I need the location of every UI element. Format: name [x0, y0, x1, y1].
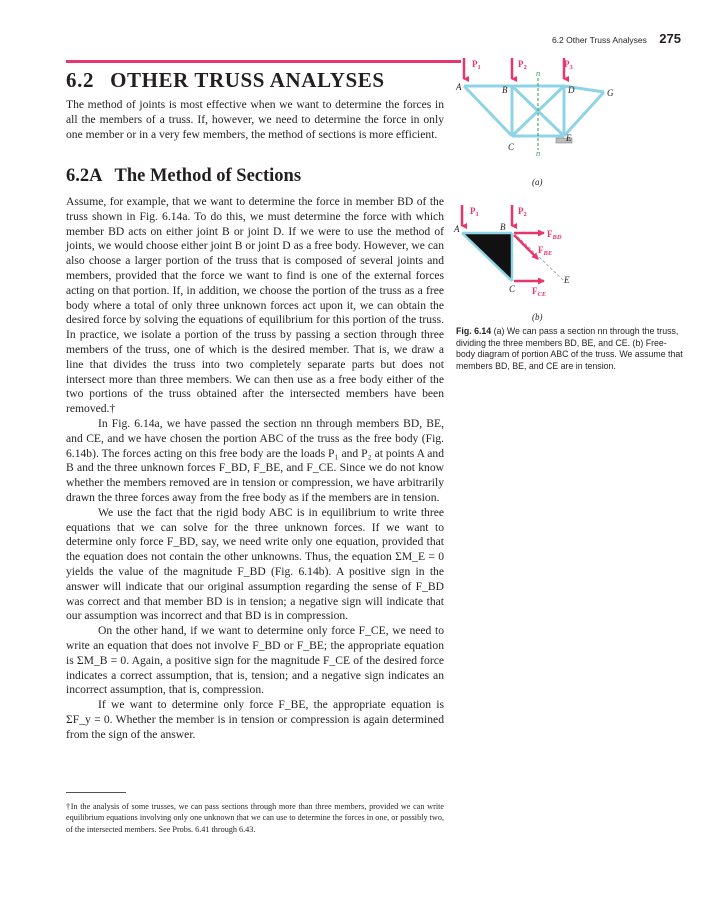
joint-label-a: A [456, 82, 462, 92]
force-letter: F [547, 229, 553, 239]
load-letter: P [518, 59, 524, 69]
caption-label: Fig. 6.14 [456, 326, 492, 336]
load-subscript: 1 [475, 211, 479, 218]
joint-label-c: C [509, 284, 516, 294]
panel-label-b: (b) [532, 312, 543, 322]
force-label-fbe [538, 245, 553, 257]
body-text [66, 195, 444, 742]
paragraph: The method of joints is most effective when we want to determine the forces in all the members of a truss. If, however, we need to determine the force in only one member or in a very few members, the method of sections is more efficient. [66, 98, 444, 141]
paragraph: Assume, for example, that we want to determine the force in member BD of the truss shown in Fig. 6.14a. To do this, we must determine the force with which member BD acts on either joint B or joint D. If we were to use the method of joints, we would choose either joint B or joint D as a free body. However, we can also choose a larger portion of the truss that is composed of several joints and members, provided that the force we want to find is one of the external forces acting on that portion. If, in addition, we choose the portion of the truss as a free body where a total of only three unknown forces act upon it, we can obtain the desired force by solving the equations of equilibrium for this portion of the truss. In practice, we isolate a portion of the truss by passing a section through three members of the truss, one of which is the desired member. That is, we draw a line that divides the truss into two completely separate parts but does not intersect more than three members. We can then use as a free body either of the two portions of the truss obtained after the intersected members have been removed.† [66, 195, 444, 416]
subsection-title: The Method of Sections [114, 166, 302, 186]
section-label-top: n [536, 68, 541, 78]
force-subscript: BE [543, 250, 553, 257]
section-heading [66, 68, 385, 93]
footnote: †In the analysis of some trusses, we can pass sections through more than three members, provided we can write equilibrium equations involving only one unknown that we can use to determine the forces in one, or possibly two, of the intersected members. See Probs. 6.41 through 6.43. [66, 802, 444, 834]
load-label-p1 [472, 59, 481, 71]
load-subscript: 2 [523, 64, 527, 71]
figure-6-14b [452, 195, 622, 325]
load-letter: P [518, 206, 524, 216]
paragraph: If we want to determine only force F_BE, the appropriate equation is ΣF_y = 0. Whether the member is in tension or compression is again determined from the sign of the answer. [66, 698, 444, 741]
load-subscript: 3 [569, 64, 573, 71]
load-letter: P [564, 59, 570, 69]
section-number: 6.2 [66, 68, 95, 92]
force-letter: F [538, 245, 544, 255]
joint-label-e: E [566, 133, 572, 143]
caption-text: (a) We can pass a section nn through the truss, dividing the three members BD, BE, and CE. (b) Free-body diagram of portion ABC of the truss. We assume that members BD, BE, and CE are in tension. [456, 326, 683, 371]
joint-label-c: C [508, 142, 515, 152]
truss-members [464, 86, 604, 136]
force-subscript: CE [537, 291, 547, 298]
figure-6-14a [452, 50, 622, 190]
load-label-p3 [564, 59, 574, 71]
intro-paragraph [66, 98, 444, 142]
footnote-rule [66, 792, 126, 793]
force-arrow-fbe [514, 235, 538, 259]
joint-label-d: D [568, 85, 575, 95]
joint-label-g: G [607, 88, 614, 98]
section-accent-bar [66, 60, 461, 63]
force-letter: F [532, 286, 538, 296]
joint-label-b: B [502, 85, 508, 95]
figure-caption [456, 326, 684, 372]
section-label-bottom: n [536, 148, 541, 158]
section-title: OTHER TRUSS ANALYSES [110, 68, 385, 92]
panel-label-a: (a) [532, 177, 543, 187]
load-subscript: 1 [477, 64, 481, 71]
load-letter: P [470, 206, 476, 216]
load-label-p2 [518, 59, 527, 71]
joint-label-b: B [500, 222, 506, 232]
running-header [552, 31, 681, 46]
load-letter: P [472, 59, 478, 69]
joint-label-a: A [454, 224, 460, 234]
joint-label-e: E [564, 275, 570, 285]
load-label-p1 [470, 206, 479, 218]
load-label-p2 [518, 206, 527, 218]
force-subscript: BD [552, 234, 562, 241]
free-body-abc [462, 233, 512, 281]
load-subscript: 2 [523, 211, 527, 218]
paragraph: On the other hand, if we want to determine only force F_CE, we need to write an equation that does not involve F_BD or F_BE; the appropriate equation is ΣM_B = 0. Again, a positive sign for the magnitude F_CE of the desired force indicates a correct assumption, that is, tension; and a negative sign indicates an incorrect assumption, that is, compression. [66, 624, 444, 697]
paragraph: We use the fact that the rigid body ABC is in equilibrium to write three equations that we can solve for the three unknown forces. If we want to determine only force F_BD, say, we need write only one equation, provided that the equation does not contain the other unknowns. Thus, the equation ΣM_E = 0 yields the value of the magnitude F_BD (Fig. 6.14b). A positive sign in the answer will indicate that our original assumption regarding the sense of F_BD was correct and that member BD is in tension; a negative sign will indicate that our assumption was incorrect and that BD is in compression. [66, 505, 444, 623]
paragraph: In Fig. 6.14a, we have passed the section nn through members BD, BE, and CE, and we have chosen the portion ABC of the truss as the free body (Fig. 6.14b). The forces acting on this free body are the loads P₁ and P₂ at points A and B and the three unknown forces F_BD, F_BE, and F_CE. Since we do not know whether the members removed are in tension or compression, we have arbitrarily drawn the three forces away from the free body as if the members are in tension. [66, 416, 444, 504]
subsection-number: 6.2A [66, 166, 103, 186]
subsection-heading [66, 166, 301, 187]
force-label-fce [532, 286, 547, 298]
page-number: 275 [659, 31, 681, 46]
force-label-fbd [547, 229, 562, 241]
running-title: 6.2 Other Truss Analyses [551, 35, 647, 45]
